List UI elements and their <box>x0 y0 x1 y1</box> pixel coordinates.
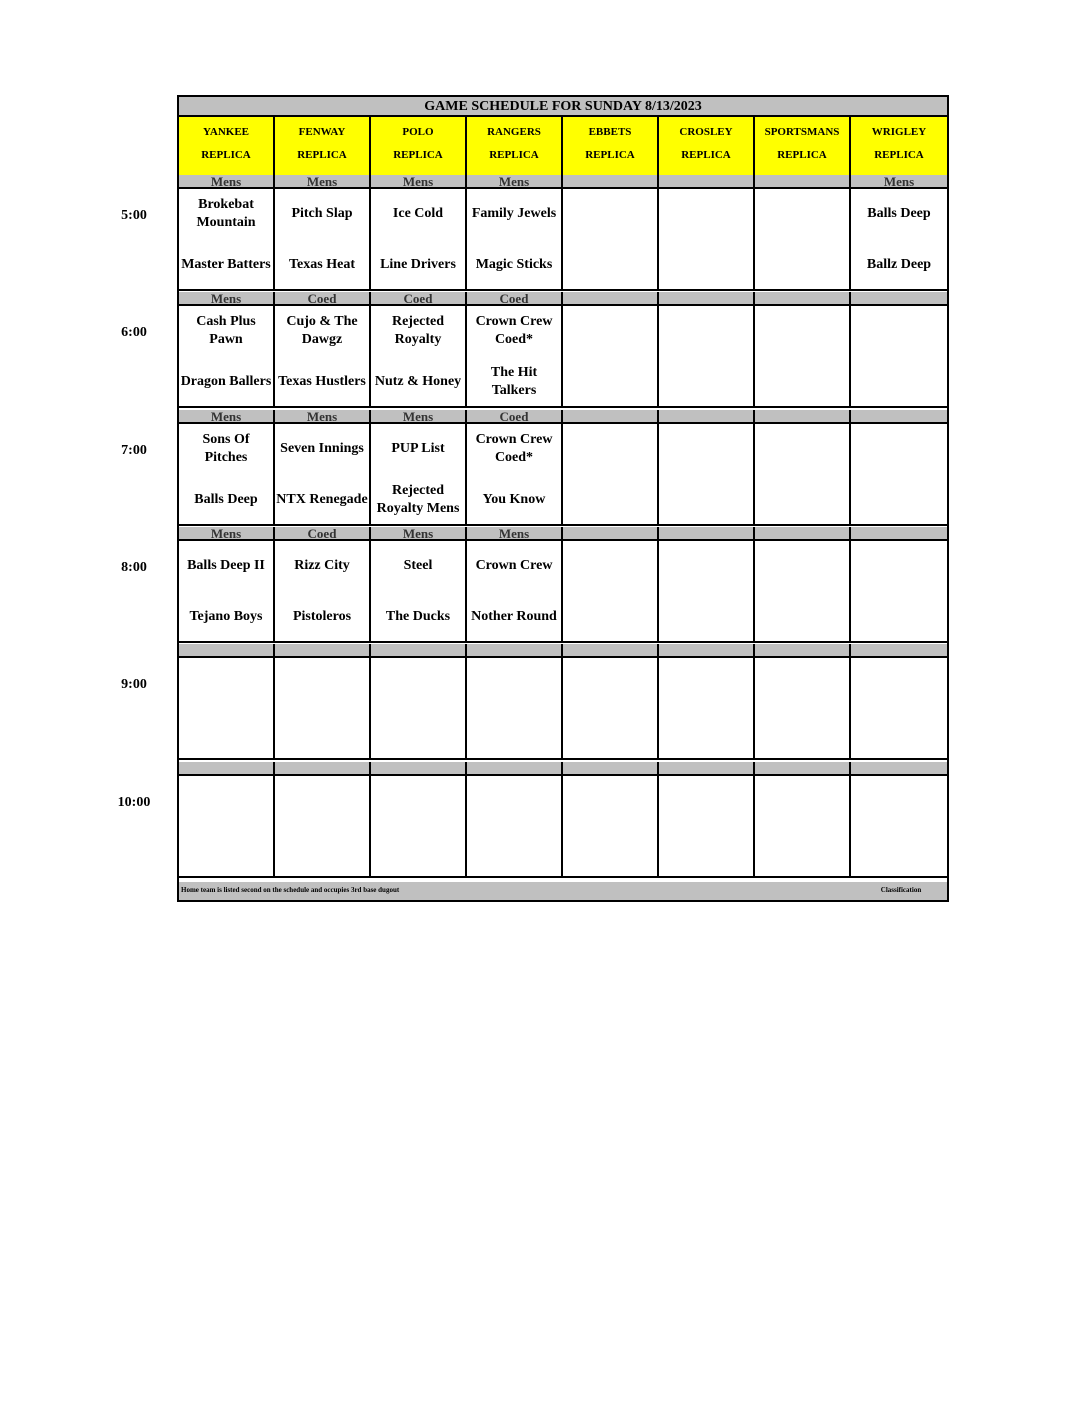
home-team <box>179 714 273 754</box>
game-cell <box>275 658 371 760</box>
away-team <box>851 546 947 586</box>
class-label <box>563 762 659 776</box>
class-label <box>851 762 947 776</box>
away-team: Balls Deep <box>867 206 931 221</box>
class-label <box>371 762 467 776</box>
field-header-5 <box>659 117 755 175</box>
home-team <box>851 480 947 520</box>
game-cell <box>275 424 371 526</box>
home-team: Master Batters <box>181 257 271 272</box>
class-label <box>275 762 371 776</box>
home-team <box>467 832 561 872</box>
home-team: Dragon Ballers <box>180 374 272 389</box>
game-cell <box>563 189 659 291</box>
class-label: Coed <box>467 410 563 424</box>
time-label: 8:00 <box>121 560 147 575</box>
class-label <box>563 410 659 424</box>
away-team <box>659 194 753 234</box>
class-label: Mens <box>275 175 371 189</box>
class-label: Mens <box>851 175 947 189</box>
class-label <box>851 410 947 424</box>
away-team: Rizz City <box>294 558 350 573</box>
away-team: Cash Plus Pawn <box>196 314 256 347</box>
home-team: Rejected Royalty Mens <box>376 483 460 516</box>
class-label <box>755 410 851 424</box>
home-team: Line Drivers <box>380 257 456 272</box>
home-team <box>275 832 369 872</box>
home-team <box>659 362 753 402</box>
game-cell <box>371 541 467 643</box>
field-type: REPLICA <box>874 149 924 161</box>
away-team <box>659 663 753 703</box>
home-team: NTX Renegade <box>276 492 368 507</box>
home-team <box>851 362 947 402</box>
game-cell <box>275 776 371 878</box>
away-team <box>467 663 561 703</box>
field-name: RANGERS <box>487 126 541 138</box>
class-label <box>563 292 659 306</box>
class-label <box>755 175 851 189</box>
time-label: 9:00 <box>121 677 147 692</box>
class-label: Mens <box>179 175 275 189</box>
away-team <box>563 194 657 234</box>
away-team: Pitch Slap <box>291 206 353 221</box>
home-team <box>563 597 657 637</box>
field-header-3 <box>467 117 563 175</box>
away-team: Family Jewels <box>471 206 557 221</box>
field-name: WRIGLEY <box>871 126 927 138</box>
game-cell <box>467 424 563 526</box>
home-team <box>659 245 753 285</box>
game-cell <box>755 424 851 526</box>
away-team: Balls Deep II <box>187 558 265 573</box>
away-team: Brokebat Mountain <box>196 197 256 230</box>
away-team <box>851 429 947 469</box>
game-cell <box>275 306 371 408</box>
home-team <box>851 832 947 872</box>
home-team <box>275 714 369 754</box>
game-cell <box>563 541 659 643</box>
away-team <box>755 781 849 821</box>
away-team <box>755 663 849 703</box>
away-team <box>755 194 849 234</box>
class-label: Coed <box>275 292 371 306</box>
away-team: Rejected Royalty <box>391 314 445 347</box>
time-label: 10:00 <box>117 795 151 810</box>
time-label: 6:00 <box>121 325 147 340</box>
home-team <box>563 480 657 520</box>
game-cell <box>467 541 563 643</box>
away-team <box>755 429 849 469</box>
game-cell <box>371 776 467 878</box>
class-label <box>563 527 659 541</box>
game-cell <box>179 541 275 643</box>
home-team <box>851 597 947 637</box>
home-team: You Know <box>482 492 546 507</box>
game-cell <box>563 776 659 878</box>
away-team <box>659 781 753 821</box>
class-label: Mens <box>371 527 467 541</box>
away-team <box>851 663 947 703</box>
class-label: Mens <box>467 527 563 541</box>
class-label: Mens <box>467 175 563 189</box>
field-type: REPLICA <box>681 149 731 161</box>
class-label <box>179 762 275 776</box>
class-label <box>755 527 851 541</box>
away-team <box>755 546 849 586</box>
class-label <box>179 644 275 658</box>
home-team: Magic Sticks <box>475 257 553 272</box>
away-team <box>275 663 369 703</box>
away-team <box>563 429 657 469</box>
schedule-sheet <box>177 95 949 902</box>
field-header-7 <box>851 117 947 175</box>
game-cell <box>179 189 275 291</box>
away-team: Cujo & The Dawgz <box>286 314 358 347</box>
game-cell <box>659 189 755 291</box>
home-team: The Hit Talkers <box>490 365 538 398</box>
home-team <box>755 714 849 754</box>
home-team <box>563 714 657 754</box>
home-team: Texas Heat <box>289 257 355 272</box>
game-cell <box>179 306 275 408</box>
class-label <box>659 175 755 189</box>
game-cell <box>467 776 563 878</box>
game-cell <box>179 776 275 878</box>
home-team: Balls Deep <box>194 492 258 507</box>
away-team <box>563 311 657 351</box>
game-cell <box>851 776 947 878</box>
away-team: Steel <box>403 558 433 573</box>
home-team: Pistoleros <box>292 609 352 624</box>
class-label: Coed <box>467 292 563 306</box>
game-cell <box>179 658 275 760</box>
away-team <box>371 663 465 703</box>
home-team <box>563 245 657 285</box>
game-cell <box>659 424 755 526</box>
class-label: Mens <box>179 527 275 541</box>
away-team <box>851 311 947 351</box>
class-label <box>755 292 851 306</box>
class-label: Coed <box>371 292 467 306</box>
class-label <box>755 644 851 658</box>
game-cell <box>371 306 467 408</box>
home-team: Ballz Deep <box>866 257 932 272</box>
field-type: REPLICA <box>585 149 635 161</box>
home-team <box>563 832 657 872</box>
home-team <box>755 245 849 285</box>
field-type: REPLICA <box>489 149 539 161</box>
away-team <box>659 429 753 469</box>
class-label: Mens <box>371 410 467 424</box>
game-cell <box>659 658 755 760</box>
game-cell <box>851 658 947 760</box>
field-header-0 <box>179 117 275 175</box>
game-cell <box>659 776 755 878</box>
home-team <box>563 362 657 402</box>
class-label: Mens <box>371 175 467 189</box>
home-team <box>371 714 465 754</box>
game-cell <box>851 424 947 526</box>
away-team <box>851 781 947 821</box>
class-label: Mens <box>179 410 275 424</box>
field-type: REPLICA <box>201 149 251 161</box>
game-cell <box>179 424 275 526</box>
away-team <box>563 546 657 586</box>
game-cell <box>467 658 563 760</box>
away-team <box>179 663 273 703</box>
class-label <box>275 644 371 658</box>
class-label: Mens <box>275 410 371 424</box>
game-cell <box>275 189 371 291</box>
game-cell <box>851 541 947 643</box>
game-cell <box>563 424 659 526</box>
away-team: Ice Cold <box>392 206 444 221</box>
home-team <box>755 362 849 402</box>
game-cell <box>755 541 851 643</box>
home-team <box>659 714 753 754</box>
class-label <box>851 527 947 541</box>
game-cell <box>851 306 947 408</box>
game-cell <box>659 541 755 643</box>
field-name: CROSLEY <box>679 126 733 138</box>
game-cell <box>371 424 467 526</box>
away-team: Crown Crew Coed* <box>475 432 553 465</box>
class-label <box>659 527 755 541</box>
field-type: REPLICA <box>393 149 443 161</box>
field-name: FENWAY <box>298 126 346 138</box>
game-cell <box>851 189 947 291</box>
field-name: YANKEE <box>202 126 250 138</box>
game-cell <box>755 189 851 291</box>
away-team <box>179 781 273 821</box>
away-team: Crown Crew <box>475 558 553 573</box>
game-cell <box>275 541 371 643</box>
home-team <box>755 597 849 637</box>
class-label <box>851 644 947 658</box>
home-team <box>659 480 753 520</box>
class-label <box>659 292 755 306</box>
field-header-4 <box>563 117 659 175</box>
game-cell <box>563 658 659 760</box>
class-label <box>851 292 947 306</box>
home-team: Nutz & Honey <box>374 374 462 389</box>
away-team <box>275 781 369 821</box>
game-cell <box>467 189 563 291</box>
home-team <box>371 832 465 872</box>
field-name: SPORTSMANS <box>764 126 840 138</box>
away-team <box>755 311 849 351</box>
field-type: REPLICA <box>297 149 347 161</box>
footer-bar <box>179 882 947 900</box>
class-label <box>563 175 659 189</box>
game-cell <box>755 776 851 878</box>
away-team <box>659 311 753 351</box>
schedule-title: GAME SCHEDULE FOR SUNDAY 8/13/2023 <box>179 97 947 117</box>
home-team <box>755 480 849 520</box>
home-team <box>179 832 273 872</box>
field-name: EBBETS <box>588 126 632 138</box>
class-label <box>659 644 755 658</box>
home-team: Tejano Boys <box>189 609 263 624</box>
game-cell <box>659 306 755 408</box>
away-team <box>371 781 465 821</box>
class-label <box>371 644 467 658</box>
class-label <box>755 762 851 776</box>
field-header-6 <box>755 117 851 175</box>
home-team <box>467 714 561 754</box>
home-team <box>659 832 753 872</box>
field-header-1 <box>275 117 371 175</box>
class-label <box>467 644 563 658</box>
class-label <box>467 762 563 776</box>
home-team <box>755 832 849 872</box>
away-team <box>563 663 657 703</box>
away-team: Seven Innings <box>280 441 364 456</box>
away-team: PUP List <box>391 441 445 456</box>
time-label: 5:00 <box>121 208 147 223</box>
class-label <box>659 410 755 424</box>
class-label <box>659 762 755 776</box>
game-cell <box>755 306 851 408</box>
field-header-2 <box>371 117 467 175</box>
away-team <box>659 546 753 586</box>
home-team <box>851 714 947 754</box>
game-cell <box>371 658 467 760</box>
away-team <box>467 781 561 821</box>
home-team: The Ducks <box>385 609 451 624</box>
game-cell <box>755 658 851 760</box>
classification-label: Classification <box>880 886 922 894</box>
field-type: REPLICA <box>777 149 827 161</box>
field-name: POLO <box>402 126 434 138</box>
footer-note: Home team is listed second on the schedule and occupies 3rd base dugout <box>181 886 400 894</box>
home-team <box>659 597 753 637</box>
game-cell <box>467 306 563 408</box>
class-label <box>563 644 659 658</box>
away-team <box>563 781 657 821</box>
game-cell <box>563 306 659 408</box>
time-label: 7:00 <box>121 443 147 458</box>
class-label: Coed <box>275 527 371 541</box>
away-team: Sons Of Pitches <box>202 432 250 465</box>
home-team: Nother Round <box>471 609 557 624</box>
game-cell <box>371 189 467 291</box>
class-label: Mens <box>179 292 275 306</box>
home-team: Texas Hustlers <box>278 374 366 389</box>
away-team: Crown Crew Coed* <box>475 314 553 347</box>
